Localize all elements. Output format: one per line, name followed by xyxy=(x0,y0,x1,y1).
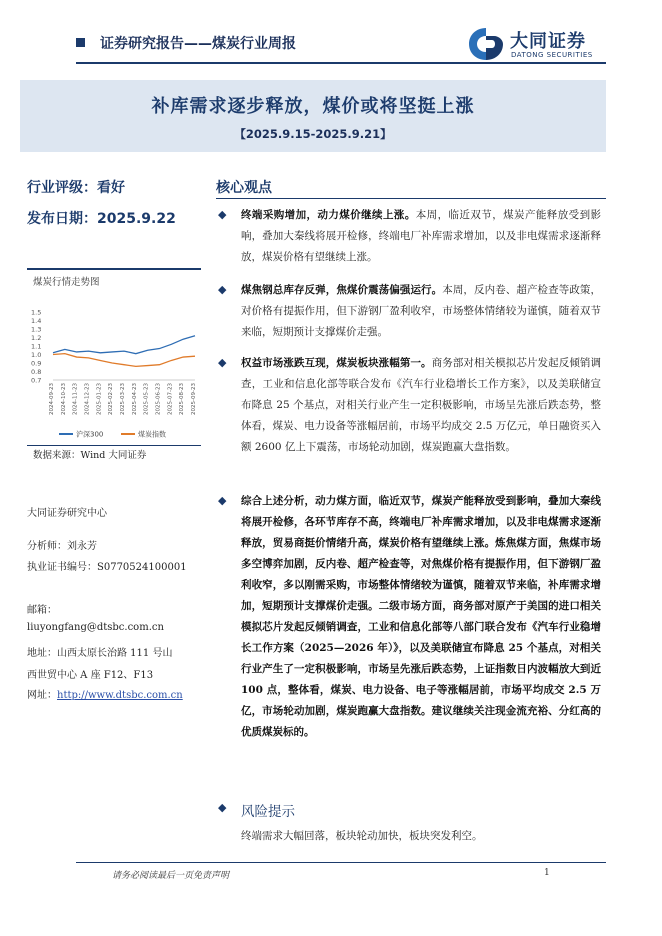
point-2 xyxy=(241,280,601,343)
core-heading: 核心观点 xyxy=(216,180,272,196)
x-tick-label: 2025-04-23 xyxy=(131,383,138,415)
logo-icon xyxy=(466,26,506,62)
x-tick-label: 2025-03-23 xyxy=(120,383,126,415)
header-square-icon xyxy=(76,38,85,47)
x-tick-label: 2025-01-23 xyxy=(96,383,103,415)
y-tick-label: 0.9 xyxy=(31,359,42,368)
trend-chart xyxy=(27,292,201,442)
analyst: 分析师：刘永芳 xyxy=(27,541,97,552)
disclaimer-note: 请务必阅读最后一页免责声明 xyxy=(112,871,230,881)
website-row xyxy=(27,686,183,701)
x-tick-label: 2025-06-23 xyxy=(155,383,162,415)
y-tick-label: 1.2 xyxy=(31,334,42,342)
point-2-lead: 煤焦钢总库存反弹，焦煤价震荡偏强运行。 xyxy=(241,284,443,296)
x-tick-label: 2025-02-23 xyxy=(108,383,115,415)
x-tick-label: 2025-05-23 xyxy=(143,383,150,415)
y-tick-label: 0.7 xyxy=(31,376,42,385)
email-label: 邮箱： xyxy=(27,605,57,616)
website-link[interactable]: http://www.dtsbc.com.cn xyxy=(57,690,183,701)
point-4: 综合上述分析，动力煤方面，临近双节，煤炭产能释放受到影响，叠加大秦线将展开检修，各环节库存不高，终端电厂补库需求增加，以及非电煤需求逐渐释放，贸易商挺价情绪升高，煤炭价格有望继续上涨。炼焦煤方面，焦煤市场多空博弈加剧，反内卷、超产检查等，对焦煤价格有提振作用，但下游钢厂盈利收窄，多以刚需采购，市场整体情绪较为谨慎，随着双节来临，补库需求增加，短期预计支撑煤价走强。二级市场方面，商务部对原产于美国的进口相关模拟芯片发起反倾销调查，工业和信息化部等八部门联合发布《汽车行业稳增长工作方案（2025—2026 年）》，以及美联储宣布降息 25 个基点，对相关行业产生了一定积极影响，市场呈先涨后跌态势，上证指数日内波幅放大到近 100 点，整体看，煤炭、电力设备、电子等涨幅居前，市场平均成交 2.5 万亿，市场轮动加剧，煤炭跑赢大盘指数。建议继续关注现金流充裕、分红高的优质煤炭标的。 xyxy=(241,495,601,738)
logo-name: 大同证券 xyxy=(510,31,586,52)
report-period: 【2025.9.15-2025.9.21】 xyxy=(234,127,392,141)
diamond-bullet-icon: ◆ xyxy=(218,356,227,369)
y-tick-label: 1.4 xyxy=(31,317,42,325)
header-divider xyxy=(76,62,606,64)
legend-label: 煤炭指数 xyxy=(138,430,166,439)
address-line2: 西世贸中心 A 座 F12、F13 xyxy=(27,670,154,681)
chart-source: 数据来源：Wind 大同证券 xyxy=(33,450,147,461)
legend-label: 沪深300 xyxy=(76,430,104,439)
point-3-body: 商务部对相关模拟芯片发起反倾销调查，工业和信息化部等联合发布《汽车行业稳增长工作方案》，以及美联储宣布降息 25 个基点，对相关行业产生一定积极影响，市场呈先涨后跌态势，整体看，煤炭、电力设备等涨幅居前，市场平均成交 2.5 万亿元，单日融资买入额 2600 亿上下震荡，市场轮动加剧，煤炭跑赢大盘指数。 xyxy=(241,357,602,453)
y-tick-label: 1.1 xyxy=(31,342,42,351)
risk-text: 终端需求大幅回落，板块轮动加快，板块突发利空。 xyxy=(241,830,483,842)
y-tick-label: 0.8 xyxy=(31,368,42,376)
y-tick-label: 1.3 xyxy=(31,325,42,334)
license-number: 执业证书编号：S0770524100001 xyxy=(27,562,187,573)
point-2-body: 本周，反内卷、超产检查等政策，对价格有提振作用，但下游钢厂盈利收窄，市场整体情绪较为谨慎，随着双节来临，短期预计支撑煤价走强。 xyxy=(241,284,602,338)
core-divider xyxy=(216,198,606,199)
report-type: 证券研究报告——煤炭行业周报 xyxy=(100,36,296,52)
x-tick-label: 2025-09-23 xyxy=(191,383,197,415)
website-label: 网址： xyxy=(27,690,57,701)
logo-subtitle: DATONG SECURITIES xyxy=(511,51,593,59)
research-center: 大同证券研究中心 xyxy=(27,508,107,519)
x-tick-label: 2025-08-23 xyxy=(179,383,186,415)
risk-heading: 风险提示 xyxy=(241,804,295,820)
industry-rating: 行业评级：看好 xyxy=(27,180,125,196)
point-3 xyxy=(241,353,601,458)
series-line-1 xyxy=(53,354,195,367)
x-tick-label: 2024-09-23 xyxy=(49,383,55,415)
x-tick-label: 2024-11-23 xyxy=(72,383,79,415)
diamond-bullet-icon: ◆ xyxy=(218,208,227,221)
address-line1: 地址：山西太原长治路 111 号山 xyxy=(27,648,173,659)
page-number: 1 xyxy=(544,868,550,878)
diamond-bullet-icon: ◆ xyxy=(218,494,227,507)
point-1 xyxy=(241,205,601,268)
point-1-body: 本周，临近双节，煤炭产能释放受到影响，叠加大秦线将展开检修，终端电厂补库需求增加，以及非电煤需求逐渐释放，煤炭价格有望继续上涨。 xyxy=(241,209,601,263)
diamond-bullet-icon: ◆ xyxy=(218,801,227,814)
x-tick-label: 2025-07-23 xyxy=(167,383,174,415)
chart-title: 煤炭行情走势图 xyxy=(33,277,100,288)
footer-divider xyxy=(76,862,606,863)
publish-date: 发布日期：2025.9.22 xyxy=(27,211,176,227)
point-1-lead: 终端采购增加，动力煤价继续上涨。 xyxy=(241,209,416,221)
point-3-lead: 权益市场涨跌互现，煤炭板块涨幅第一。 xyxy=(241,357,432,369)
series-line-0 xyxy=(53,336,195,354)
email: liuyongfang@dtsbc.com.cn xyxy=(27,622,164,633)
report-title: 补库需求逐步释放，煤价或将坚挺上涨 xyxy=(151,96,475,117)
x-tick-label: 2024-12-23 xyxy=(84,383,91,415)
x-tick-label: 2024-10-23 xyxy=(60,383,67,415)
diamond-bullet-icon: ◆ xyxy=(218,283,227,296)
y-tick-label: 1.0 xyxy=(31,351,42,359)
y-tick-label: 1.5 xyxy=(31,308,42,317)
